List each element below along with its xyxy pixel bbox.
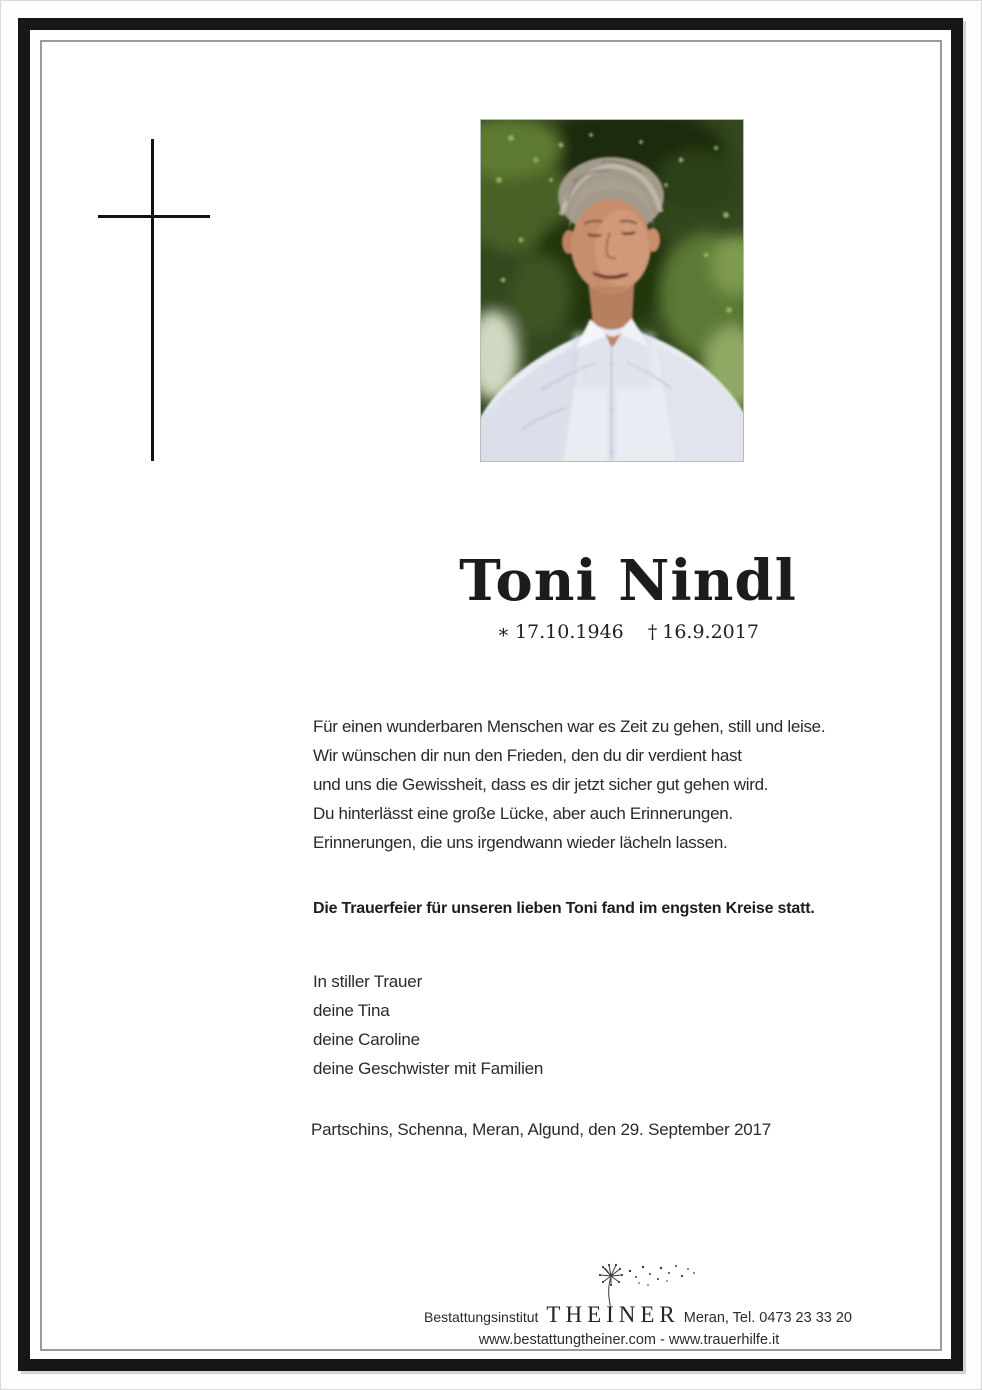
institute-label: Bestattungsinstitut bbox=[424, 1309, 539, 1325]
birth-date: 17.10.1946 bbox=[514, 621, 624, 643]
verse-line: Für einen wunderbaren Menschen war es Zeit zu gehen, still und leise. bbox=[313, 717, 826, 736]
institute-contact: Meran, Tel. 0473 23 33 20 bbox=[683, 1310, 852, 1326]
funeral-home-line bbox=[338, 1302, 938, 1331]
memorial-verse bbox=[313, 712, 825, 857]
mourners-list bbox=[313, 967, 543, 1083]
institute-name: THEINER bbox=[546, 1302, 680, 1327]
life-dates bbox=[378, 621, 878, 643]
cross-horizontal-bar bbox=[98, 215, 210, 218]
mourner-name: deine Tina bbox=[313, 1001, 390, 1020]
funeral-home-footer bbox=[338, 1302, 938, 1349]
funeral-announcement: Die Trauerfeier für unseren lieben Toni fand im engsten Kreise statt. bbox=[313, 900, 815, 917]
mourner-name: deine Caroline bbox=[313, 1030, 420, 1049]
death-date: 16.9.2017 bbox=[662, 621, 759, 643]
place-date-line: Partschins, Schenna, Meran, Algund, den 29. September 2017 bbox=[311, 1120, 771, 1139]
verse-line: und uns die Gewissheit, dass es dir jetzt sicher gut gehen wird. bbox=[313, 775, 769, 794]
websites-line: www.bestattungtheiner.com - www.trauerhilfe.it bbox=[478, 1332, 780, 1348]
mourner-name: deine Geschwister mit Familien bbox=[313, 1059, 544, 1078]
deceased-name: Toni Nindl bbox=[459, 548, 797, 614]
birth-symbol: ∗ bbox=[497, 621, 510, 643]
cross-vertical-bar bbox=[151, 139, 154, 461]
portrait-photo bbox=[481, 120, 743, 461]
death-symbol: † bbox=[647, 621, 658, 643]
verse-line: Erinnerungen, die uns irgendwann wieder lächeln lassen. bbox=[313, 833, 728, 852]
mourning-intro: In stiller Trauer bbox=[313, 972, 423, 991]
verse-line: Wir wünschen dir nun den Frieden, den du dir verdient hast bbox=[313, 746, 742, 765]
verse-line: Du hinterlässt eine große Lücke, aber auch Erinnerungen. bbox=[313, 804, 733, 823]
